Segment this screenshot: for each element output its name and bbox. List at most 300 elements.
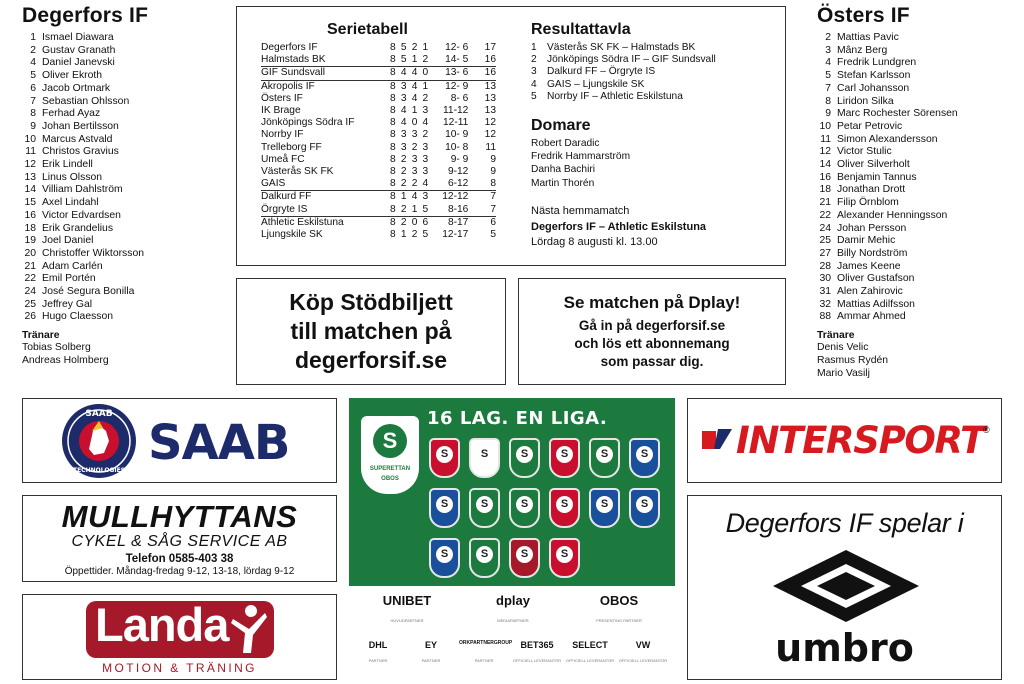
roster-row: [22, 184, 222, 197]
partner-logo: SELECT: [572, 640, 608, 650]
losses: 3: [422, 141, 429, 153]
roster-row: [22, 261, 222, 274]
draws: 1: [411, 203, 418, 215]
matches-played: 8: [389, 178, 396, 190]
crest-s-icon: S: [516, 496, 533, 513]
result-row: [531, 79, 716, 91]
shirt-number: 24: [819, 222, 831, 234]
home-team-column: [22, 4, 222, 368]
shirt-number: 11: [820, 133, 831, 145]
crest-s-icon: S: [436, 496, 453, 513]
roster-row: [22, 311, 222, 324]
crest-s-icon: S: [476, 446, 493, 463]
crest-s-icon: S: [636, 496, 653, 513]
saab-ad: [22, 398, 337, 483]
wins: 2: [400, 203, 407, 215]
dplay-title: Se matchen på Dplay!: [563, 292, 741, 312]
shirt-number: 18: [819, 184, 831, 196]
roster-row: [22, 273, 222, 286]
matches-played: 8: [389, 141, 396, 153]
roster-row: [817, 108, 1017, 121]
draws: 2: [411, 141, 418, 153]
result-row: [531, 42, 716, 54]
goal-difference: 13- 6: [445, 67, 469, 79]
points: 7: [490, 203, 496, 215]
player-name: Jeffrey Gal: [42, 298, 93, 310]
superettan-banner: [349, 398, 675, 586]
player-name: Ismael Diawara: [42, 32, 114, 43]
player-name: Carl Johansson: [837, 82, 910, 94]
goal-difference: 12-11: [443, 117, 469, 129]
table-row: [261, 105, 496, 117]
shirt-number: 8: [825, 95, 831, 107]
roster-row: [817, 70, 1017, 83]
dplay-line: och lös ett abonnemang: [574, 335, 730, 351]
player-name: Johan Persson: [837, 222, 907, 234]
ticket-promo: [236, 278, 506, 385]
landa-ad: [22, 594, 337, 680]
player-name: Erik Lindell: [42, 159, 93, 171]
points: 16: [484, 54, 496, 66]
shirt-number: 13: [24, 171, 36, 183]
goal-difference: 6-12: [447, 178, 469, 190]
wins: 3: [400, 92, 407, 104]
superettan-main-crest: [361, 416, 419, 494]
shirt-number: 11: [25, 146, 36, 158]
player-name: Jacob Ortmark: [42, 82, 111, 94]
points: 7: [490, 191, 496, 203]
player-name: Alexander Henningsson: [837, 209, 948, 221]
losses: 4: [422, 117, 429, 129]
roster-row: [22, 210, 222, 223]
mullhyttans-ad: [22, 495, 337, 582]
wins: 5: [400, 42, 407, 53]
goal-difference: 10- 9: [445, 129, 469, 141]
shirt-number: 6: [30, 82, 36, 94]
player-name: Oliver Silverholt: [837, 159, 910, 171]
player-name: Christoffer Wiktorsson: [42, 247, 145, 259]
shirt-number: 2: [825, 32, 831, 43]
player-name: James Keene: [837, 260, 901, 272]
shirt-number: 16: [819, 171, 831, 183]
points: 13: [484, 92, 496, 104]
wins: 4: [400, 105, 407, 117]
result-row: [531, 66, 716, 78]
shirt-number: 10: [24, 133, 36, 145]
roster-row: [817, 210, 1017, 223]
goal-difference: 10- 8: [445, 141, 469, 153]
referee-name: Martin Thorén: [531, 177, 595, 189]
result-number: 1: [531, 42, 537, 53]
partner-caption: HUVUDPARTNER: [390, 618, 424, 623]
dplay-line: som passar dig.: [600, 353, 704, 369]
matches-played: 8: [389, 216, 396, 228]
landa-subtitle: MOTION & TRÄNING: [102, 661, 257, 675]
partner-caption: MEDIAPARTNER: [497, 618, 529, 623]
player-name: Joel Daniel: [42, 235, 94, 247]
shirt-number: 31: [819, 286, 831, 298]
club-crest: [629, 438, 660, 478]
result-number: 5: [531, 90, 537, 102]
results-title: Resultattavla: [531, 21, 631, 38]
shirt-number: 88: [819, 311, 831, 323]
roster-row: [22, 57, 222, 70]
saab-badge-bottom: TECHNOLOGIES: [72, 467, 126, 474]
losses: 0: [422, 67, 429, 79]
away-coaches: [817, 342, 1017, 380]
player-name: Marcus Astvald: [42, 133, 113, 145]
referee-name: Fredrik Hammarström: [531, 151, 631, 163]
goal-difference: 12-12: [442, 191, 469, 203]
crest-s-icon: S: [596, 446, 613, 463]
team-name: Östers IF: [261, 92, 303, 104]
shirt-number: 12: [819, 146, 831, 158]
club-crest: [429, 538, 460, 578]
away-team-title: Östers IF: [817, 4, 910, 27]
matches-played: 8: [389, 153, 396, 165]
player-name: Benjamin Tannus: [837, 171, 917, 183]
main-partner-logo: UNIBET: [382, 593, 432, 608]
roster-row: [22, 45, 222, 58]
player-name: Victor Stulic: [837, 146, 892, 158]
saab-badge-top: SAAB: [85, 409, 113, 419]
partner-caption: PARTNER: [368, 658, 388, 663]
losses: 3: [422, 153, 429, 165]
wins: 3: [400, 141, 407, 153]
team-name: Umeå FC: [261, 153, 305, 165]
goal-difference: 14- 5: [445, 54, 469, 66]
result-fixture: Dalkurd FF – Örgryte IS: [547, 66, 656, 78]
shirt-number: 25: [24, 298, 36, 310]
draws: 3: [411, 166, 418, 178]
losses: 2: [422, 92, 429, 104]
shirt-number: 14: [819, 159, 831, 171]
team-name: Norrby IF: [261, 129, 304, 141]
mullhyttans-hours: Öppettider. Måndag-fredag 9-12, 13-18, lördag 9-12: [64, 566, 295, 577]
table-row: [261, 229, 496, 241]
table-row: [261, 93, 496, 105]
wins: 1: [400, 229, 407, 241]
ticket-line: Köp Stödbiljett: [289, 289, 453, 315]
goal-difference: 11-12: [443, 105, 469, 117]
matches-played: 8: [389, 105, 396, 117]
table-row: [261, 54, 496, 67]
shirt-number: 24: [24, 286, 36, 298]
team-name: Västerås SK FK: [261, 166, 334, 178]
shirt-number: 18: [24, 222, 36, 234]
goal-difference: 12- 9: [445, 80, 469, 92]
wins: 2: [400, 178, 407, 190]
roster-row: [817, 57, 1017, 70]
result-number: 4: [531, 78, 537, 90]
superettan-brand: SUPERETTAN: [369, 466, 411, 472]
table-row: [261, 81, 496, 93]
referee-name: Robert Daradic: [531, 138, 600, 149]
matches-played: 8: [389, 129, 396, 141]
player-name: Oliver Ekroth: [42, 70, 103, 82]
losses: 1: [422, 80, 429, 92]
dplay-line: Gå in på degerforsif.se: [578, 317, 726, 333]
referees-list: [531, 137, 630, 190]
result-fixture: GAIS – Ljungskile SK: [547, 78, 645, 90]
team-name: Jönköpings Södra IF: [261, 117, 355, 129]
partner-logo: ORKPARTNERGROUP: [459, 640, 513, 646]
table-row: [261, 204, 496, 217]
shirt-number: 16: [24, 209, 36, 221]
roster-row: [817, 286, 1017, 299]
umbro-wordmark: umbro: [775, 626, 914, 670]
roster-row: [817, 96, 1017, 109]
ticket-link[interactable]: degerforsif.se: [294, 347, 448, 373]
team-name: Halmstads BK: [261, 54, 326, 66]
coach-name: Tobias Solberg: [22, 342, 91, 354]
points: 16: [484, 67, 496, 79]
losses: 4: [422, 178, 429, 190]
wins: 4: [400, 67, 407, 79]
draws: 4: [411, 67, 418, 79]
crest-s-icon: S: [556, 546, 573, 563]
next-match-time: Lördag 8 augusti kl. 13.00: [531, 236, 658, 248]
player-name: Johan Bertilsson: [42, 120, 119, 132]
player-name: Marc Rochester Sörensen: [837, 108, 958, 120]
matches-played: 8: [389, 92, 396, 104]
player-name: Linus Olsson: [42, 171, 103, 183]
player-name: Damir Mehic: [837, 235, 896, 247]
home-team-title: Degerfors IF: [22, 4, 149, 27]
intersport-ad: [687, 398, 1002, 483]
mullhyttans-title: MULLHYTTANS: [61, 499, 298, 534]
next-match-teams: Degerfors IF – Athletic Eskilstuna: [531, 220, 707, 233]
standings-box: [236, 6, 786, 266]
goal-difference: 8-16: [447, 203, 469, 215]
losses: 5: [422, 203, 429, 215]
team-name: Athletic Eskilstuna: [261, 216, 344, 228]
player-name: Mattias Pavic: [837, 32, 899, 43]
referee-name: Danha Bachiri: [531, 164, 595, 176]
shirt-number: 21: [819, 197, 831, 209]
main-partner-logo: dplay: [496, 593, 530, 608]
coach-name: Denis Velic: [817, 342, 869, 354]
shirt-number: 25: [819, 235, 831, 247]
coach-name: Andreas Holmberg: [22, 354, 109, 366]
superettan-headline: 16 LAG. EN LIGA.: [427, 408, 608, 429]
wins: 5: [400, 54, 407, 66]
next-match-label: Nästa hemmamatch: [531, 205, 630, 217]
shirt-number: 21: [24, 260, 36, 272]
losses: 3: [422, 166, 429, 178]
roster-row: [22, 235, 222, 248]
points: 13: [484, 105, 496, 117]
player-name: Ammar Ahmed: [837, 311, 906, 323]
club-crest: [509, 488, 540, 528]
shirt-number: 7: [30, 95, 36, 107]
points: 17: [484, 42, 496, 53]
mullhyttans-subtitle: CYKEL & SÅG SERVICE AB: [71, 533, 288, 550]
club-crest: [429, 438, 460, 478]
coach-name: Rasmus Rydén: [817, 354, 889, 366]
team-name: Trelleborg FF: [261, 141, 322, 153]
points: 9: [490, 166, 496, 178]
draws: 3: [411, 153, 418, 165]
crest-s-icon: S: [516, 446, 533, 463]
shirt-number: 5: [30, 70, 36, 82]
partner-caption: PRESENTING PARTNER: [596, 618, 642, 623]
points: 9: [490, 153, 496, 165]
shirt-number: 5: [825, 70, 831, 82]
saab-wordmark: SAAB: [148, 415, 290, 471]
umbro-diamond-logo: [771, 548, 921, 624]
intersport-swoosh-icon: [702, 427, 732, 451]
player-name: Victor Edvardsen: [42, 209, 121, 221]
club-crest: [509, 438, 540, 478]
shirt-number: 22: [819, 209, 831, 221]
shirt-number: 8: [30, 108, 36, 120]
result-row: [531, 54, 716, 66]
partner-logo: DHL: [368, 640, 388, 650]
shirt-number: 10: [819, 120, 831, 132]
club-crest: [549, 438, 580, 478]
draws: 0: [411, 216, 418, 228]
player-name: Gustav Granath: [42, 44, 116, 56]
wins: 2: [400, 216, 407, 228]
player-name: Billy Nordström: [837, 247, 908, 259]
next-match: [531, 204, 706, 251]
umbro-headline: Degerfors IF spelar i: [725, 508, 964, 538]
roster-row: [22, 146, 222, 159]
roster-row: [22, 96, 222, 109]
team-name: Ljungskile SK: [261, 229, 323, 241]
roster-row: [817, 223, 1017, 236]
superettan-s-icon: S: [373, 424, 407, 458]
roster-row: [817, 146, 1017, 159]
club-crest: [589, 438, 620, 478]
roster-row: [817, 83, 1017, 96]
losses: 6: [422, 216, 429, 228]
matches-played: 8: [389, 191, 396, 203]
roster-row: [22, 159, 222, 172]
player-name: José Segura Bonilla: [42, 286, 135, 298]
club-crest: [549, 538, 580, 578]
losses: 5: [422, 229, 429, 241]
shirt-number: 2: [30, 44, 36, 56]
goal-difference: 12- 6: [445, 42, 469, 53]
draws: 0: [411, 117, 418, 129]
player-name: Stefan Karlsson: [837, 70, 911, 82]
club-crest: [549, 488, 580, 528]
roster-row: [22, 32, 222, 45]
shirt-number: 1: [30, 32, 36, 43]
club-crest: [469, 438, 500, 478]
table-row: [261, 67, 496, 80]
player-name: Fredrik Lundgren: [837, 57, 917, 69]
wins: 1: [400, 191, 407, 203]
away-roster: [817, 32, 1017, 324]
roster-row: [817, 299, 1017, 312]
home-roster: [22, 32, 222, 324]
player-name: Alen Zahirovic: [837, 286, 903, 298]
roster-row: [22, 70, 222, 83]
table-row: [261, 154, 496, 166]
roster-row: [817, 32, 1017, 45]
roster-row: [22, 172, 222, 185]
points: 6: [490, 216, 496, 228]
player-name: Emil Portén: [42, 273, 96, 285]
player-name: Christos Gravius: [42, 146, 119, 158]
main-partner-logo: OBOS: [599, 593, 639, 608]
partner-logo: VW: [635, 640, 651, 650]
shirt-number: 9: [30, 120, 36, 132]
losses: 1: [422, 42, 429, 53]
goal-difference: 9- 9: [450, 153, 469, 165]
partner-logo: EY: [424, 640, 437, 650]
ticket-line: till matchen på: [290, 318, 452, 344]
matches-played: 8: [389, 203, 396, 215]
roster-row: [22, 223, 222, 236]
dplay-promo: [518, 278, 786, 385]
roster-row: [817, 184, 1017, 197]
table-row: [261, 217, 496, 229]
draws: 4: [411, 191, 418, 203]
player-name: Jonathan Drott: [837, 184, 906, 196]
table-row: [261, 166, 496, 178]
club-crest: [469, 488, 500, 528]
roster-row: [22, 83, 222, 96]
draws: 4: [411, 80, 418, 92]
crest-s-icon: S: [636, 446, 653, 463]
roster-row: [22, 134, 222, 147]
table-row: [261, 42, 496, 54]
losses: 2: [422, 54, 429, 66]
draws: 4: [411, 92, 418, 104]
landa-wordmark: Landa: [95, 598, 229, 651]
wins: 4: [400, 117, 407, 129]
roster-row: [22, 121, 222, 134]
matches-played: 8: [389, 117, 396, 129]
shirt-number: 30: [819, 273, 831, 285]
team-name: Degerfors IF: [261, 42, 318, 53]
crest-s-icon: S: [436, 446, 453, 463]
points: 8: [490, 178, 496, 190]
shirt-number: 3: [825, 44, 831, 56]
result-number: 3: [531, 66, 537, 78]
away-coach-heading: Tränare: [817, 330, 855, 342]
player-name: Hugo Claesson: [42, 311, 114, 323]
roster-row: [817, 45, 1017, 58]
matches-played: 8: [389, 229, 396, 241]
roster-row: [22, 197, 222, 210]
club-crest: [629, 488, 660, 528]
club-crest: [589, 488, 620, 528]
superettan-ad: [349, 398, 675, 680]
result-number: 2: [531, 54, 537, 66]
wins: 2: [400, 166, 407, 178]
shirt-number: 22: [24, 273, 36, 285]
draws: 2: [411, 178, 418, 190]
crest-s-icon: S: [556, 496, 573, 513]
club-crest: [429, 488, 460, 528]
wins: 3: [400, 80, 407, 92]
partner-caption: PARTNER: [474, 658, 494, 663]
points: 13: [484, 80, 496, 92]
crest-s-icon: S: [476, 496, 493, 513]
partner-caption: OFFICIELL LEVERANTÖR: [618, 658, 668, 663]
player-name: Villiam Dahlström: [42, 184, 123, 196]
points: 12: [484, 129, 496, 141]
crest-s-icon: S: [516, 546, 533, 563]
roster-row: [817, 311, 1017, 324]
wins: 3: [400, 129, 407, 141]
wins: 2: [400, 153, 407, 165]
